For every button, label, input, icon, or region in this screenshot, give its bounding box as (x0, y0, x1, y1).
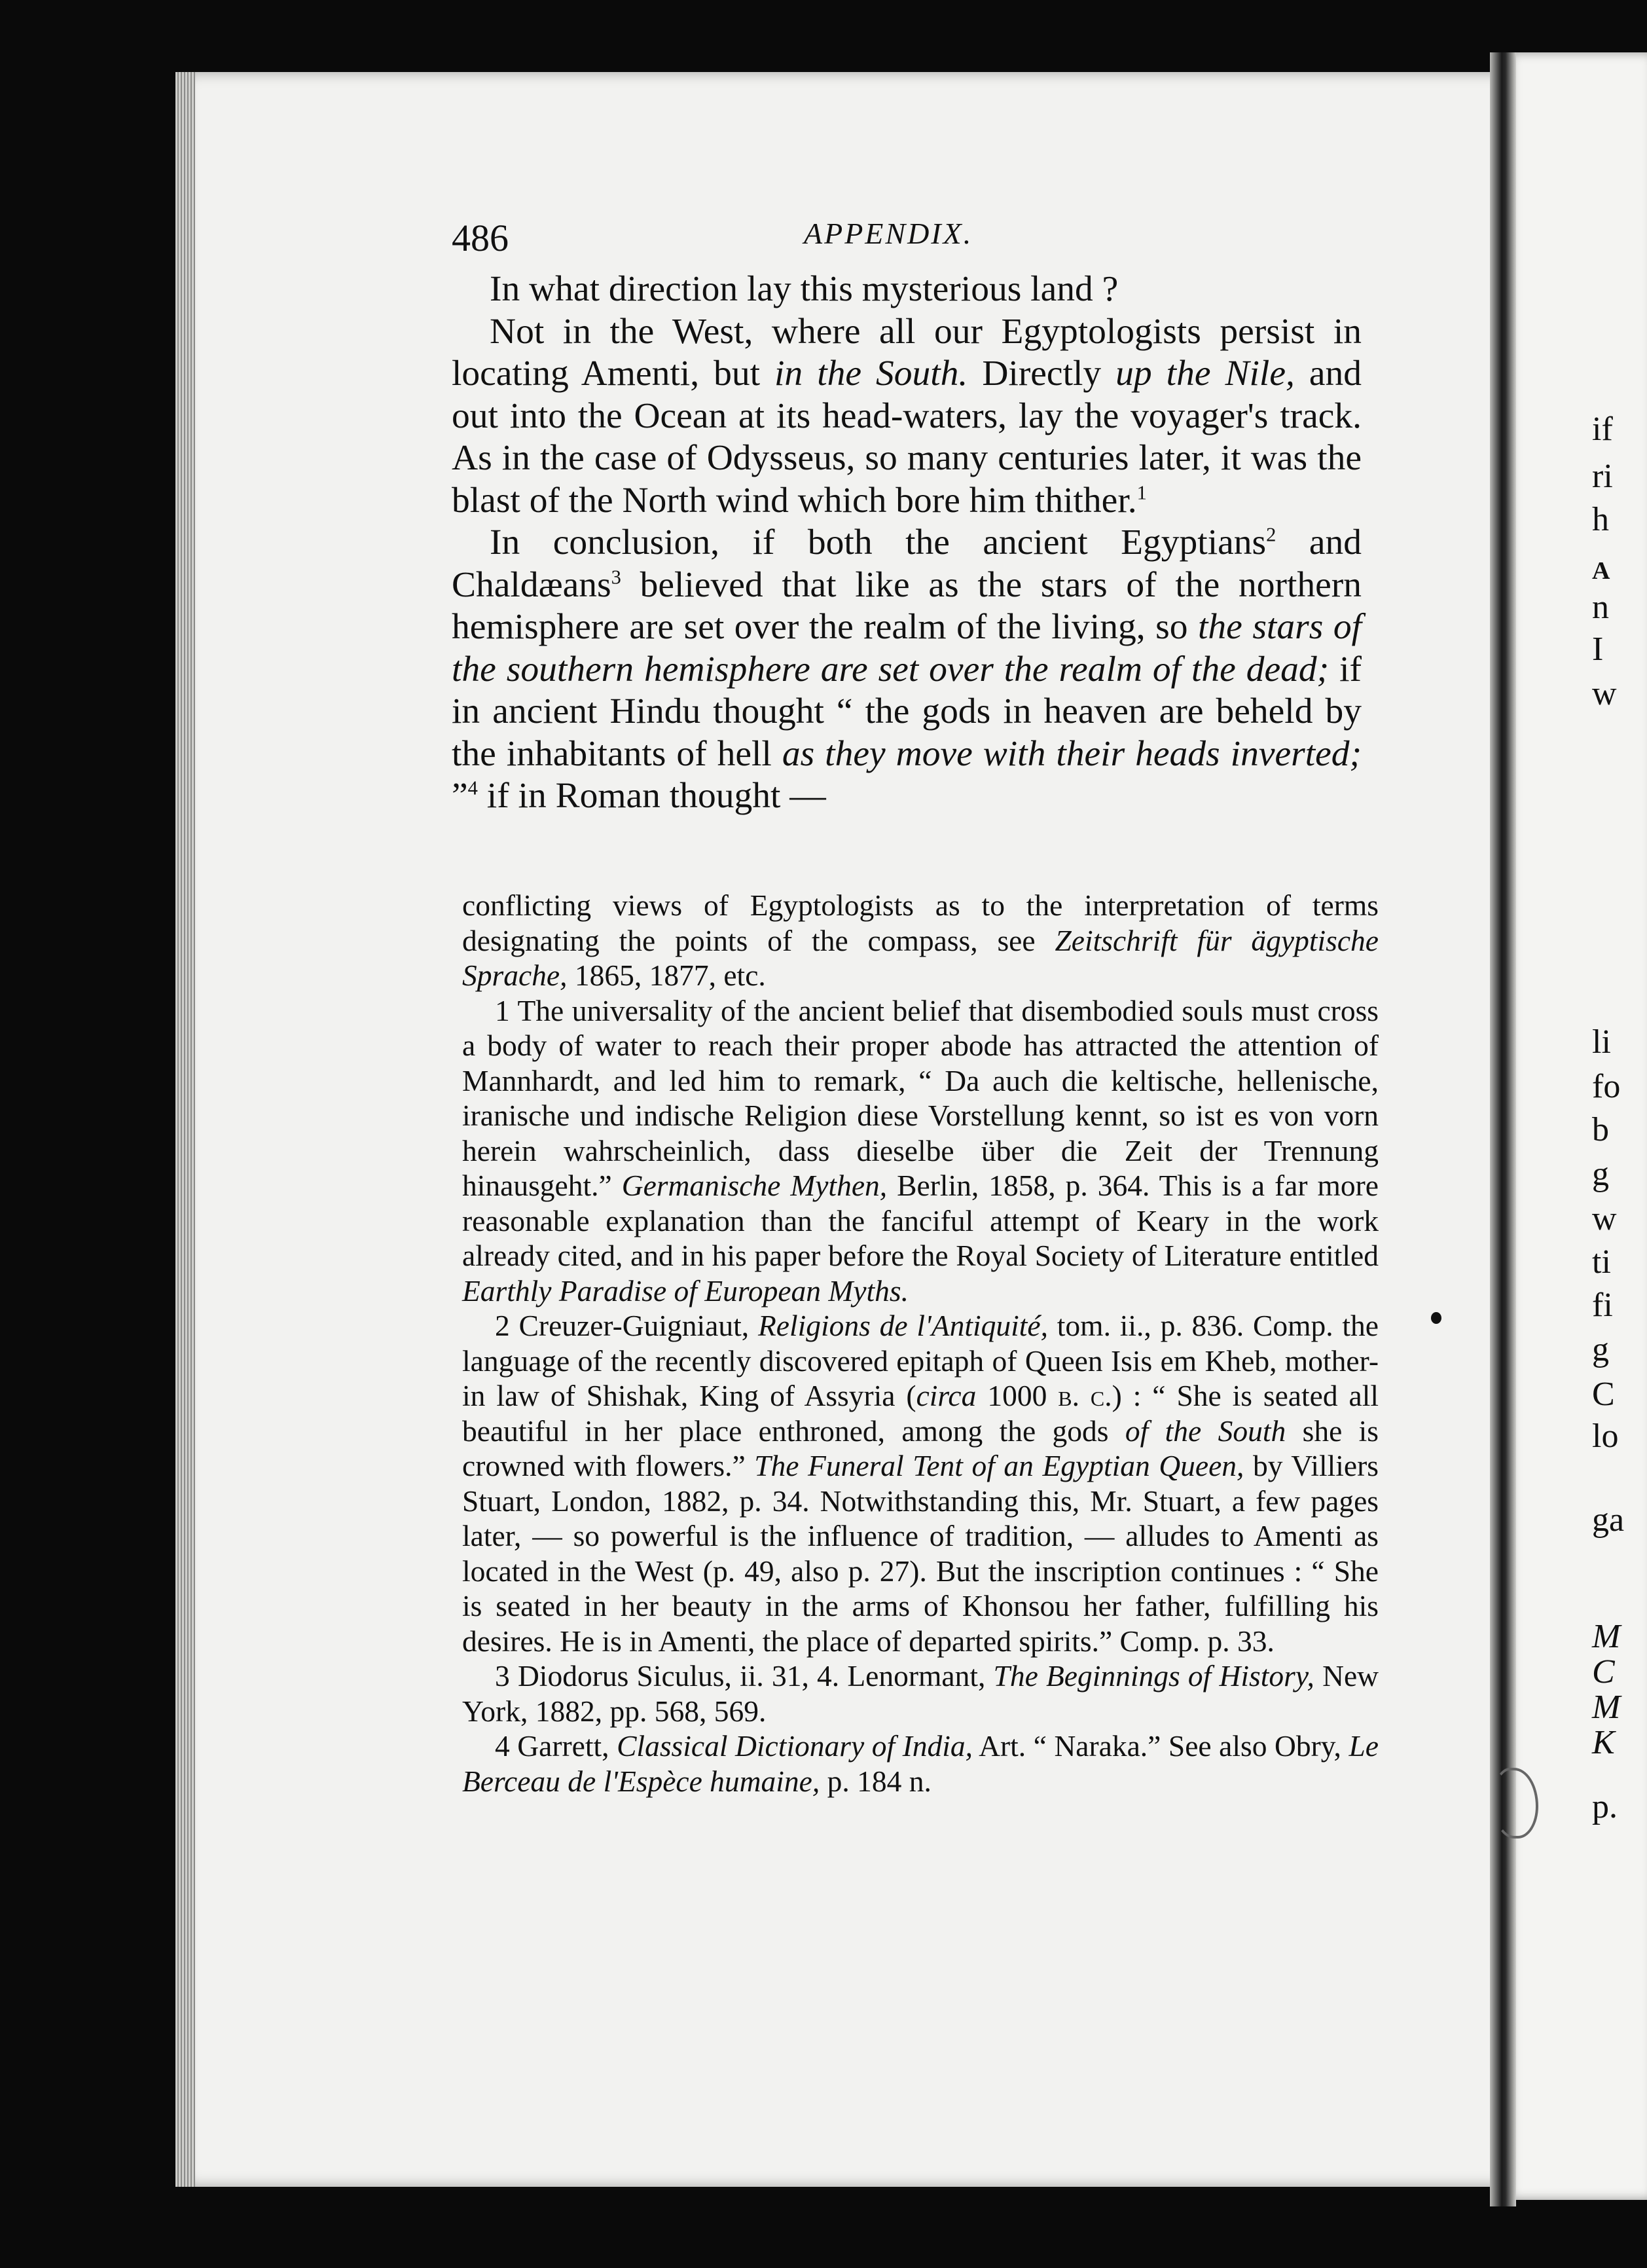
facing-page (1504, 52, 1647, 2200)
paragraph: Not in the West, where all our Egyptologists persist in locating Amenti, but in the South. Directly up the Nile, and out into the Ocean at its head-waters, lay the voyager's track. As in the case of Odysseus, so many centuries later, it was the blast of the North wind which bore him thither.$^1$ (452, 311, 1362, 521)
running-head (452, 216, 1368, 268)
facing-fragment: g (1592, 1156, 1609, 1193)
facing-fragment: fo (1592, 1068, 1621, 1105)
paragraph: In what direction lay this mysterious land ? (490, 269, 1119, 309)
facing-fragment: b (1592, 1111, 1609, 1148)
footnote-mark: 2 (495, 1309, 510, 1342)
facing-fragment: I (1592, 631, 1604, 668)
ink-spot (1431, 1312, 1441, 1324)
facing-fragment: li (1592, 1023, 1611, 1061)
page-edges (175, 72, 195, 2187)
facing-fragment: ga (1592, 1501, 1625, 1539)
footnotes (462, 888, 1379, 1799)
footnote-mark: 4 (495, 1729, 510, 1763)
facing-fragment: g (1592, 1331, 1609, 1368)
footnote-4: 4 Garrett, Classical Dictionary of India, Art. “ Naraka.” See also Obry, Le Berceau de l'Espèce humaine, p. 184 n. (462, 1729, 1379, 1798)
facing-fragment: ri (1592, 458, 1613, 495)
facing-fragment: n (1592, 589, 1609, 626)
facing-fragment: ti (1592, 1243, 1611, 1281)
facing-fragment: lo (1592, 1418, 1619, 1455)
footnote-ref[interactable]: 4 (467, 777, 478, 799)
facing-fragment: A (1592, 557, 1610, 585)
facing-fragment: if (1592, 411, 1613, 448)
book-gutter (1490, 52, 1516, 2206)
facing-fragment: C (1592, 1376, 1615, 1413)
facing-fragment: w (1592, 1200, 1617, 1237)
footnote-ref[interactable]: 1 (1136, 481, 1147, 503)
facing-fragment: M (1592, 1689, 1621, 1726)
paragraph: In conclusion, if both the ancient Egyptians$^2$ and Chaldæans$^3$ believed that like as the stars of the northern hemisphere are set over the realm of the living, so the stars of the southern hemisphere are set over the realm of the dead; if in ancient Hindu thought “ the gods in heaven are beheld by the inhabitants of hell as they move with their heads inverted; ”$^4$ if in Roman thought — (452, 522, 1362, 816)
footnote-ref[interactable]: 3 (611, 566, 621, 588)
facing-fragment: fi (1592, 1287, 1613, 1324)
footnote-2: 2 Creuzer-Guigniaut, Religions de l'Antiquité, tom. ii., p. 836. Comp. the language of the recently discovered epitaph of Queen Isis em Kheb, mother-in law of Shishak, King of Assyria (circa 1000 b. c.) : “ She is seated all beautiful in her place enthroned, among the gods of the South she is crowned with flowers.” The Funeral Tent of an Egyptian Queen, by Villiers Stuart, London, 1882, p. 34. Notwithstanding this, Mr. Stuart, a few pages later, — so powerful is the influence of tradition, — alludes to Amenti as located in the West (p. 49, also p. 27). But the inscription continues : “ She is seated in her beauty in the arms of Khonsou her father, fulfilling his desires. He is in Amenti, the place of departed spirits.” Comp. p. 33. (462, 1309, 1379, 1658)
footnote-mark: 3 (495, 1659, 510, 1692)
facing-fragment: C (1592, 1653, 1615, 1691)
page-number: 486 (452, 217, 509, 259)
footnote-3: 3 Diodorus Siculus, ii. 31, 4. Lenormant, The Beginnings of History, New York, 1882, pp. 568, 569. (462, 1659, 1379, 1728)
facing-fragment: M (1592, 1618, 1621, 1655)
footnote-ref[interactable]: 2 (1266, 523, 1276, 546)
footnote-mark: 1 (495, 993, 510, 1027)
facing-fragment: K (1592, 1724, 1615, 1761)
facing-fragment: h (1592, 501, 1609, 538)
footnote-continued: conflicting views of Egyptologists as to the interpretation of terms designating the points of the compass, see Zeitschrift für ägyptische Sprache, 1865, 1877, etc. (462, 888, 1379, 992)
footnote-1: 1 The universality of the ancient belief that disembodied souls must cross a body of water to reach their proper abode has attracted the attention of Mannhardt, and led him to remark, “ Da auch die keltische, hellenische, iranische und indische Religion diese Vorstellung kennt, so ist es von vorn herein wahrscheinlich, dass dieselbe über die Zeit der Trennung hinausgeht.” Germanische Mythen, Berlin, 1858, p. 364. This is a far more reasonable explanation than the fanciful attempt of Keary in the work already cited, and in his paper before the Royal Society of Literature entitled Earthly Paradise of European Myths. (462, 993, 1379, 1308)
page-header: APPENDIX. (804, 217, 973, 250)
body-text (452, 268, 1362, 818)
facing-fragment: w (1592, 675, 1617, 712)
facing-fragment: p. (1592, 1788, 1618, 1825)
